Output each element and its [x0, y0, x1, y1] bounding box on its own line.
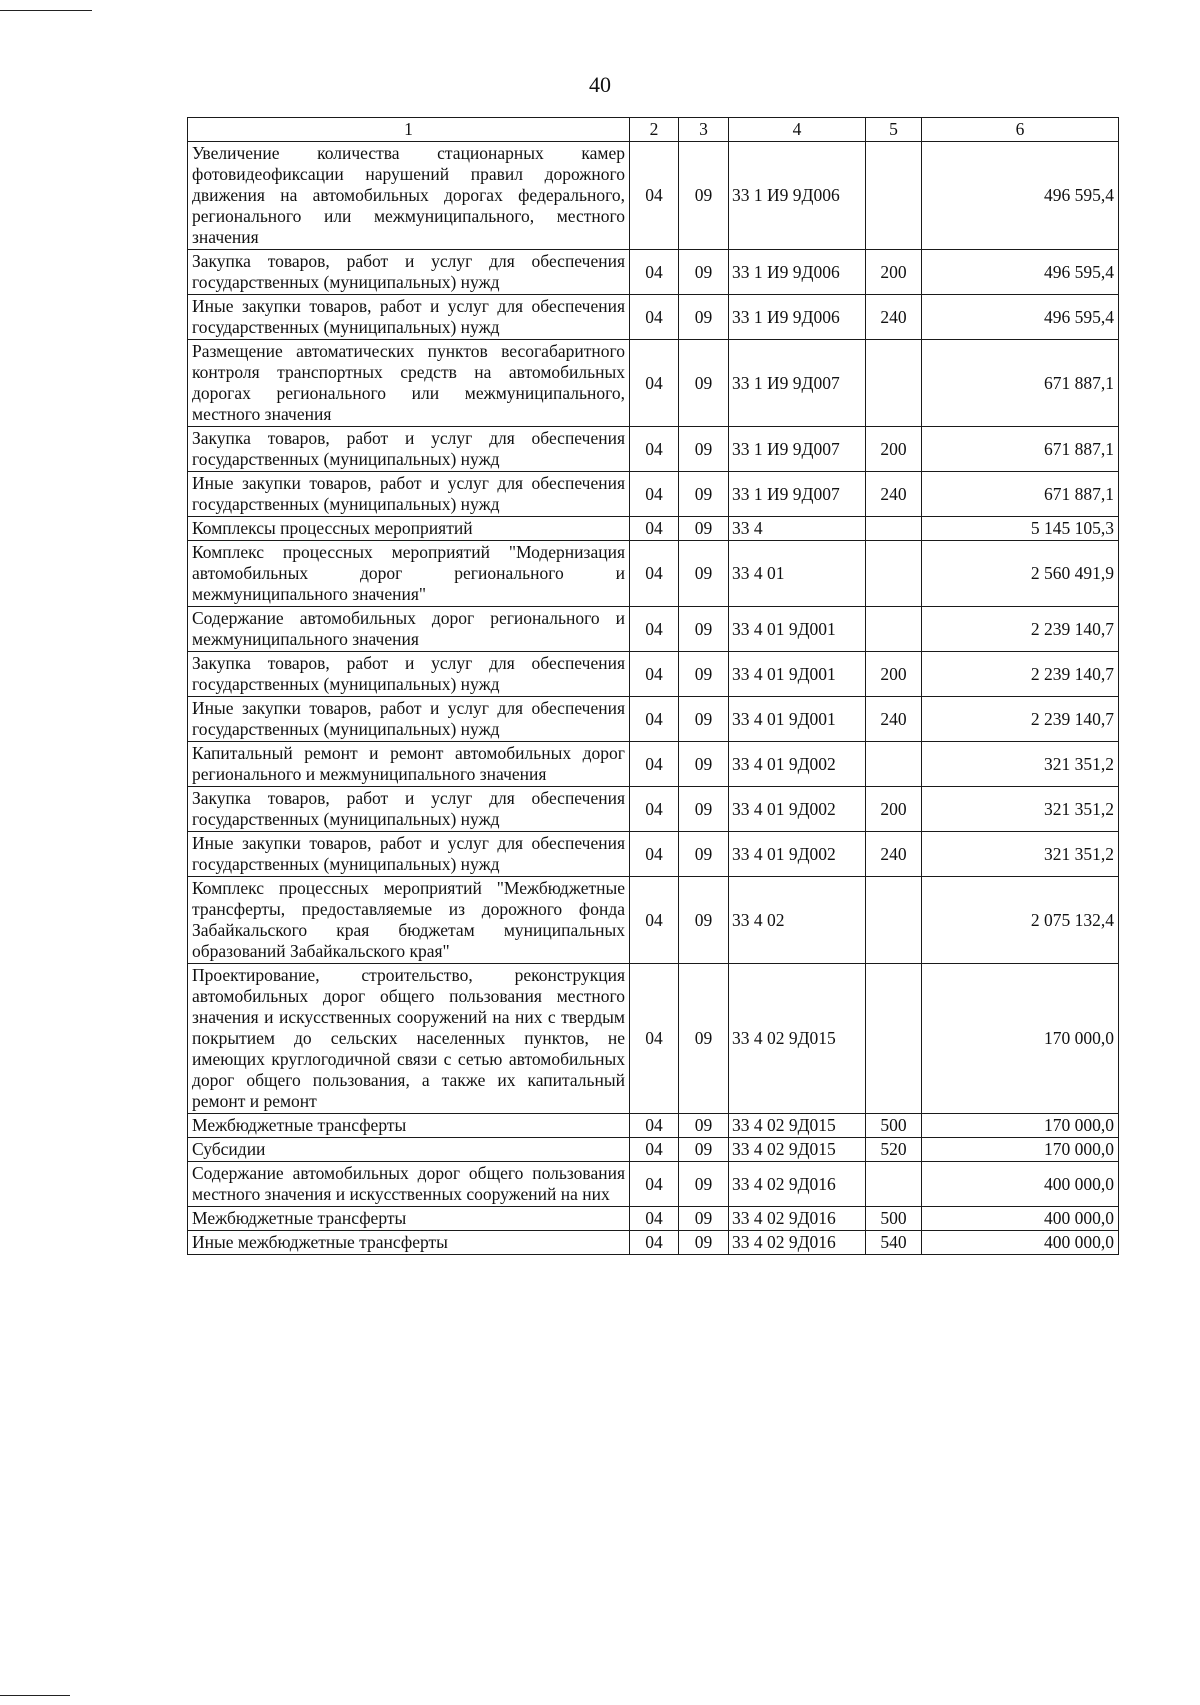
expense-type-cell: 240: [866, 295, 922, 340]
target-article-cell: 33 4 01 9Д002: [729, 742, 866, 787]
subsection-code-cell: 09: [679, 832, 729, 877]
expense-type-cell: 240: [866, 472, 922, 517]
row-name-cell: Комплекс процессных мероприятий "Межбюджетные трансферты, предоставляемые из дорожного фонда Забайкальского края бюджетам муниципальных образований Забайкальского края": [188, 877, 630, 964]
amount-cell: 400 000,0: [922, 1162, 1119, 1207]
target-article-cell: 33 1 И9 9Д006: [729, 295, 866, 340]
table-row: [188, 295, 1119, 340]
subsection-code-cell: 09: [679, 517, 729, 541]
subsection-code-cell: 09: [679, 295, 729, 340]
column-header: 3: [679, 118, 729, 142]
row-name-cell: Содержание автомобильных дорог регионального и межмуниципального значения: [188, 607, 630, 652]
page-number: 40: [589, 72, 611, 97]
table-row: [188, 742, 1119, 787]
section-code-cell: 04: [630, 142, 679, 250]
expense-type-cell: [866, 607, 922, 652]
target-article-cell: 33 4 01 9Д002: [729, 787, 866, 832]
subsection-code-cell: 09: [679, 742, 729, 787]
amount-cell: 496 595,4: [922, 250, 1119, 295]
target-article-cell: 33 4 02 9Д015: [729, 1138, 866, 1162]
target-article-cell: 33 4 01 9Д002: [729, 832, 866, 877]
table-row: [188, 787, 1119, 832]
target-article-cell: 33 4 02 9Д015: [729, 1114, 866, 1138]
row-name-cell: Межбюджетные трансферты: [188, 1207, 630, 1231]
expense-type-cell: 500: [866, 1114, 922, 1138]
section-code-cell: 04: [630, 697, 679, 742]
amount-cell: 5 145 105,3: [922, 517, 1119, 541]
amount-cell: 671 887,1: [922, 427, 1119, 472]
table-row: [188, 1138, 1119, 1162]
subsection-code-cell: 09: [679, 652, 729, 697]
expense-type-cell: 200: [866, 250, 922, 295]
subsection-code-cell: 09: [679, 697, 729, 742]
subsection-code-cell: 09: [679, 1231, 729, 1255]
target-article-cell: 33 1 И9 9Д006: [729, 250, 866, 295]
amount-cell: 170 000,0: [922, 1114, 1119, 1138]
scan-artifact-line: [0, 1695, 70, 1696]
subsection-code-cell: 09: [679, 250, 729, 295]
row-name-cell: Проектирование, строительство, реконструкция автомобильных дорог общего пользования местного значения и искусственных сооружений на них с твердым покрытием до сельских населенных пунктов, не имеющих круглогодичной связи с сетью автомобильных дорог общего пользования, а также их капитальный ремонт и ремонт: [188, 964, 630, 1114]
section-code-cell: 04: [630, 1114, 679, 1138]
subsection-code-cell: 09: [679, 541, 729, 607]
table-row: [188, 517, 1119, 541]
expense-type-cell: 520: [866, 1138, 922, 1162]
amount-cell: 2 239 140,7: [922, 607, 1119, 652]
amount-cell: 2 075 132,4: [922, 877, 1119, 964]
row-name-cell: Иные закупки товаров, работ и услуг для обеспечения государственных (муниципальных) нужд: [188, 832, 630, 877]
row-name-cell: Закупка товаров, работ и услуг для обеспечения государственных (муниципальных) нужд: [188, 250, 630, 295]
table-row: [188, 541, 1119, 607]
subsection-code-cell: 09: [679, 1207, 729, 1231]
amount-cell: 2 560 491,9: [922, 541, 1119, 607]
section-code-cell: 04: [630, 787, 679, 832]
section-code-cell: 04: [630, 607, 679, 652]
row-name-cell: Закупка товаров, работ и услуг для обеспечения государственных (муниципальных) нужд: [188, 652, 630, 697]
table-row: [188, 697, 1119, 742]
row-name-cell: Комплексы процессных мероприятий: [188, 517, 630, 541]
amount-cell: 321 351,2: [922, 742, 1119, 787]
expense-type-cell: 540: [866, 1231, 922, 1255]
target-article-cell: 33 4 01 9Д001: [729, 652, 866, 697]
expense-type-cell: [866, 1162, 922, 1207]
row-name-cell: Содержание автомобильных дорог общего пользования местного значения и искусственных сооружений на них: [188, 1162, 630, 1207]
column-header: 6: [922, 118, 1119, 142]
target-article-cell: 33 4: [729, 517, 866, 541]
amount-cell: 2 239 140,7: [922, 697, 1119, 742]
target-article-cell: 33 1 И9 9Д007: [729, 340, 866, 427]
table-row: [188, 142, 1119, 250]
table-row: [188, 652, 1119, 697]
subsection-code-cell: 09: [679, 787, 729, 832]
row-name-cell: Закупка товаров, работ и услуг для обеспечения государственных (муниципальных) нужд: [188, 427, 630, 472]
expense-type-cell: [866, 964, 922, 1114]
section-code-cell: 04: [630, 964, 679, 1114]
row-name-cell: Капитальный ремонт и ремонт автомобильных дорог регионального и межмуниципального значения: [188, 742, 630, 787]
expense-type-cell: 200: [866, 787, 922, 832]
target-article-cell: 33 4 01 9Д001: [729, 607, 866, 652]
section-code-cell: 04: [630, 1138, 679, 1162]
table-row: [188, 877, 1119, 964]
table-row: [188, 340, 1119, 427]
expense-type-cell: [866, 142, 922, 250]
row-name-cell: Комплекс процессных мероприятий "Модернизация автомобильных дорог регионального и межмуниципального значения": [188, 541, 630, 607]
table-row: [188, 607, 1119, 652]
target-article-cell: 33 4 02 9Д016: [729, 1162, 866, 1207]
table-row: [188, 1231, 1119, 1255]
column-header: 1: [188, 118, 630, 142]
target-article-cell: 33 1 И9 9Д007: [729, 472, 866, 517]
budget-table: [187, 117, 1119, 1255]
target-article-cell: 33 4 01: [729, 541, 866, 607]
row-name-cell: Субсидии: [188, 1138, 630, 1162]
expense-type-cell: 240: [866, 832, 922, 877]
section-code-cell: 04: [630, 295, 679, 340]
expense-type-cell: 200: [866, 652, 922, 697]
subsection-code-cell: 09: [679, 607, 729, 652]
target-article-cell: 33 4 02: [729, 877, 866, 964]
row-name-cell: Размещение автоматических пунктов весогабаритного контроля транспортных средств на автомобильных дорогах регионального или межмуниципального, местного значения: [188, 340, 630, 427]
expense-type-cell: [866, 877, 922, 964]
row-name-cell: Иные закупки товаров, работ и услуг для обеспечения государственных (муниципальных) нужд: [188, 295, 630, 340]
row-name-cell: Закупка товаров, работ и услуг для обеспечения государственных (муниципальных) нужд: [188, 787, 630, 832]
table-body: [188, 142, 1119, 1255]
table-row: [188, 832, 1119, 877]
section-code-cell: 04: [630, 742, 679, 787]
expense-type-cell: 240: [866, 697, 922, 742]
table-header-row: [188, 118, 1119, 142]
amount-cell: 671 887,1: [922, 340, 1119, 427]
target-article-cell: 33 4 02 9Д015: [729, 964, 866, 1114]
expense-type-cell: 500: [866, 1207, 922, 1231]
subsection-code-cell: 09: [679, 142, 729, 250]
target-article-cell: 33 1 И9 9Д006: [729, 142, 866, 250]
table-row: [188, 964, 1119, 1114]
column-header: 2: [630, 118, 679, 142]
target-article-cell: 33 4 02 9Д016: [729, 1231, 866, 1255]
subsection-code-cell: 09: [679, 427, 729, 472]
subsection-code-cell: 09: [679, 1162, 729, 1207]
table-row: [188, 1114, 1119, 1138]
amount-cell: 170 000,0: [922, 964, 1119, 1114]
subsection-code-cell: 09: [679, 964, 729, 1114]
section-code-cell: 04: [630, 517, 679, 541]
section-code-cell: 04: [630, 340, 679, 427]
section-code-cell: 04: [630, 1162, 679, 1207]
amount-cell: 400 000,0: [922, 1231, 1119, 1255]
target-article-cell: 33 4 02 9Д016: [729, 1207, 866, 1231]
expense-type-cell: [866, 541, 922, 607]
expense-type-cell: [866, 742, 922, 787]
amount-cell: 400 000,0: [922, 1207, 1119, 1231]
scan-artifact-line: [0, 10, 92, 11]
subsection-code-cell: 09: [679, 340, 729, 427]
section-code-cell: 04: [630, 1207, 679, 1231]
section-code-cell: 04: [630, 472, 679, 517]
target-article-cell: 33 1 И9 9Д007: [729, 427, 866, 472]
section-code-cell: 04: [630, 652, 679, 697]
amount-cell: 671 887,1: [922, 472, 1119, 517]
section-code-cell: 04: [630, 1231, 679, 1255]
row-name-cell: Иные закупки товаров, работ и услуг для обеспечения государственных (муниципальных) нужд: [188, 472, 630, 517]
amount-cell: 170 000,0: [922, 1138, 1119, 1162]
column-header: 4: [729, 118, 866, 142]
table-row: [188, 1162, 1119, 1207]
amount-cell: 2 239 140,7: [922, 652, 1119, 697]
table-row: [188, 1207, 1119, 1231]
subsection-code-cell: 09: [679, 472, 729, 517]
target-article-cell: 33 4 01 9Д001: [729, 697, 866, 742]
expense-type-cell: [866, 340, 922, 427]
row-name-cell: Увеличение количества стационарных камер фотовидеофиксации нарушений правил дорожного движения на автомобильных дорогах федерального, регионального или межмуниципального, местного значения: [188, 142, 630, 250]
subsection-code-cell: 09: [679, 1138, 729, 1162]
amount-cell: 321 351,2: [922, 832, 1119, 877]
section-code-cell: 04: [630, 541, 679, 607]
subsection-code-cell: 09: [679, 877, 729, 964]
amount-cell: 321 351,2: [922, 787, 1119, 832]
table-row: [188, 427, 1119, 472]
expense-type-cell: [866, 517, 922, 541]
expense-type-cell: 200: [866, 427, 922, 472]
section-code-cell: 04: [630, 250, 679, 295]
amount-cell: 496 595,4: [922, 295, 1119, 340]
section-code-cell: 04: [630, 427, 679, 472]
column-header: 5: [866, 118, 922, 142]
table-row: [188, 472, 1119, 517]
subsection-code-cell: 09: [679, 1114, 729, 1138]
row-name-cell: Иные межбюджетные трансферты: [188, 1231, 630, 1255]
section-code-cell: 04: [630, 832, 679, 877]
section-code-cell: 04: [630, 877, 679, 964]
amount-cell: 496 595,4: [922, 142, 1119, 250]
table-row: [188, 250, 1119, 295]
row-name-cell: Иные закупки товаров, работ и услуг для обеспечения государственных (муниципальных) нужд: [188, 697, 630, 742]
row-name-cell: Межбюджетные трансферты: [188, 1114, 630, 1138]
